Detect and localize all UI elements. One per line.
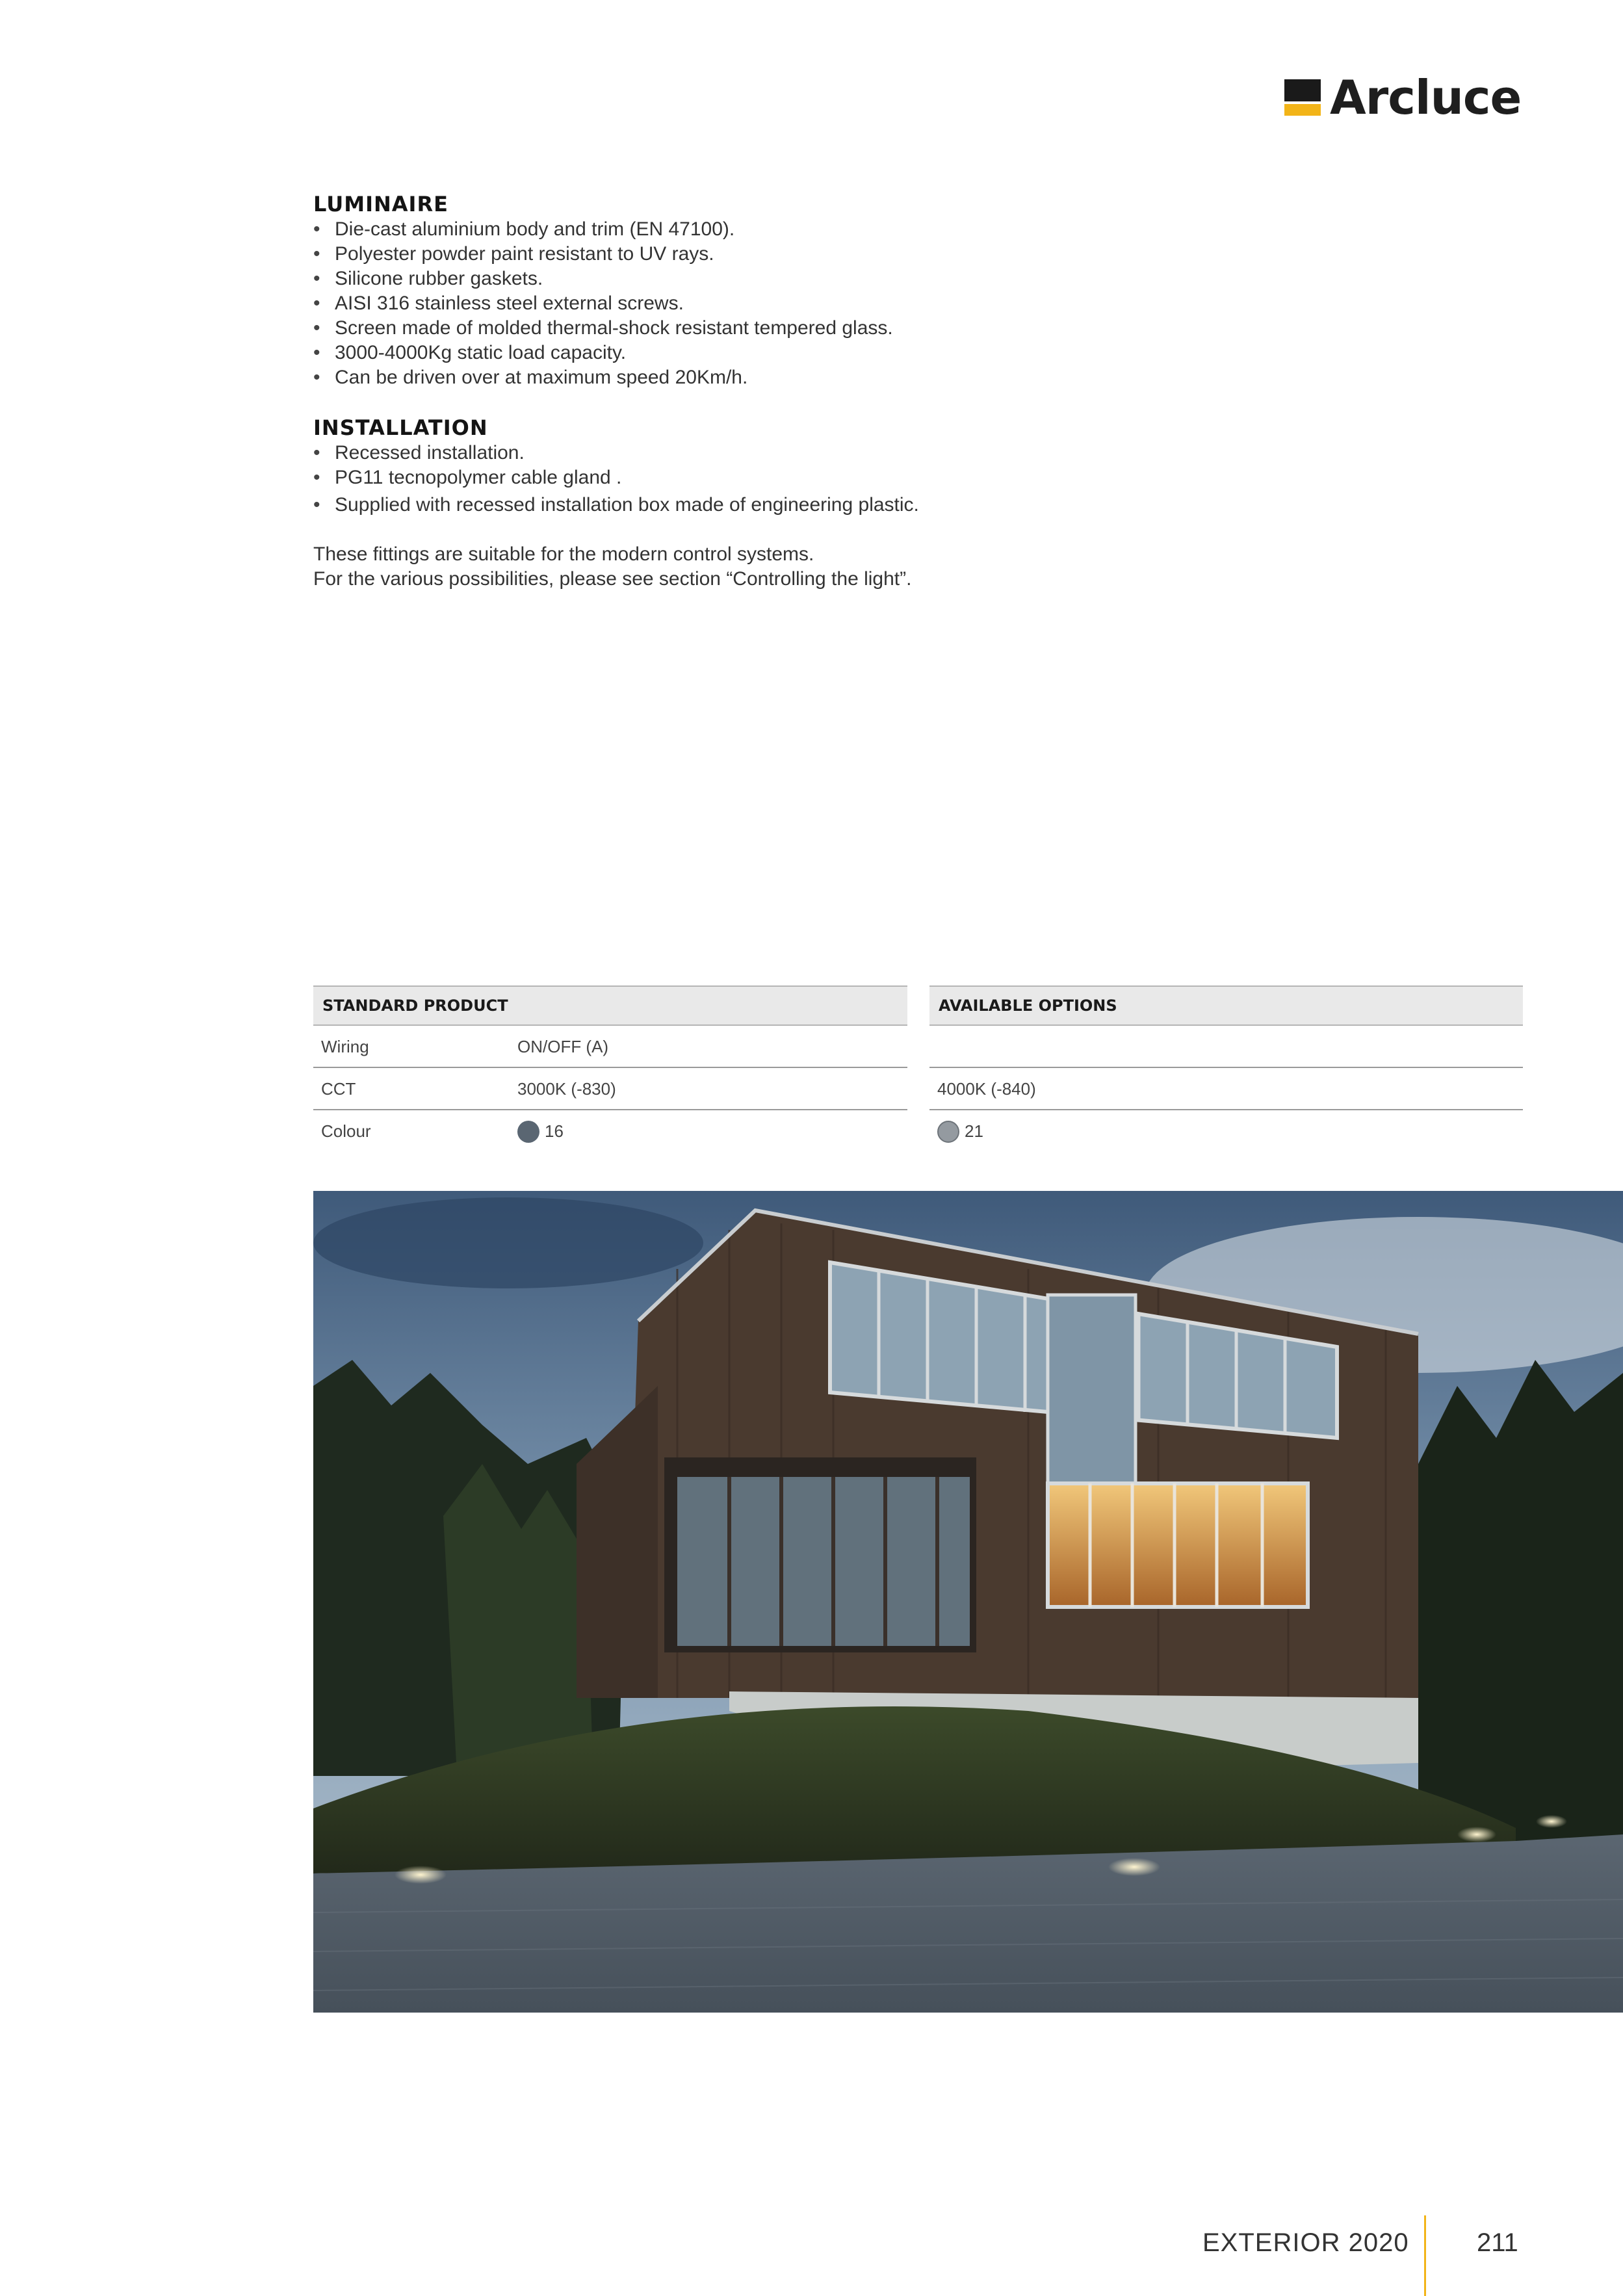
control-notes <box>313 542 1223 592</box>
logo-wordmark: Arcluce <box>1330 70 1522 125</box>
list-item: • Can be driven over at maximum speed 20Km/h. <box>313 365 1223 390</box>
note-line: For the various possibilities, please see section “Controlling the light”. <box>313 568 912 590</box>
table-row <box>313 1110 907 1153</box>
table-header: AVAILABLE OPTIONS <box>929 985 1523 1026</box>
installation-list <box>313 441 1223 517</box>
list-item: • Die-cast aluminium body and trim (EN 47100). <box>313 217 1223 242</box>
footer-divider <box>1424 2215 1426 2296</box>
installation-section <box>313 415 1223 517</box>
brand-logo <box>1284 72 1521 124</box>
page-number: 211 <box>1477 2228 1518 2257</box>
luminaire-section <box>313 191 1223 390</box>
list-item: • Silicone rubber gaskets. <box>313 267 1223 291</box>
colour-code: 21 <box>965 1121 983 1141</box>
table-row <box>313 1068 907 1110</box>
list-item: • Supplied with recessed installation box made of engineering plastic. <box>313 493 1223 517</box>
list-item: • Recessed installation. <box>313 441 1223 465</box>
row-value: ON/OFF (A) <box>517 1037 609 1056</box>
row-value: 3000K (-830) <box>517 1079 616 1099</box>
colour-value <box>937 1110 983 1153</box>
list-item: • Polyester powder paint resistant to UV rays. <box>313 242 1223 267</box>
footer-section-title: EXTERIOR 2020 <box>1202 2228 1409 2257</box>
list-item: • Screen made of molded thermal-shock resistant tempered glass. <box>313 316 1223 341</box>
table-row <box>929 1026 1523 1068</box>
luminaire-heading: LUMINAIRE <box>313 192 448 216</box>
colour-swatch-icon <box>517 1121 539 1143</box>
list-item: • PG11 tecnopolymer cable gland . <box>313 465 1223 490</box>
luminaire-list <box>313 217 1223 390</box>
table-row <box>313 1026 907 1068</box>
row-value: 4000K (-840) <box>937 1079 1036 1099</box>
logo-mark-icon <box>1284 79 1321 116</box>
colour-code: 16 <box>545 1121 564 1141</box>
note-line: These fittings are suitable for the modern control systems. <box>313 543 814 565</box>
colour-swatch-icon <box>937 1121 959 1143</box>
row-label: Wiring <box>321 1037 369 1056</box>
list-item: • 3000-4000Kg static load capacity. <box>313 341 1223 365</box>
installation-heading: INSTALLATION <box>313 415 488 440</box>
table-row <box>929 1110 1523 1153</box>
application-photo <box>313 1191 1623 2013</box>
row-label: CCT <box>321 1079 356 1099</box>
table-header: STANDARD PRODUCT <box>313 985 907 1026</box>
row-label: Colour <box>321 1121 371 1141</box>
table-row <box>929 1068 1523 1110</box>
standard-product-table <box>313 985 907 1153</box>
colour-value <box>517 1110 564 1153</box>
list-item: • AISI 316 stainless steel external screws. <box>313 291 1223 316</box>
available-options-table <box>929 985 1523 1153</box>
